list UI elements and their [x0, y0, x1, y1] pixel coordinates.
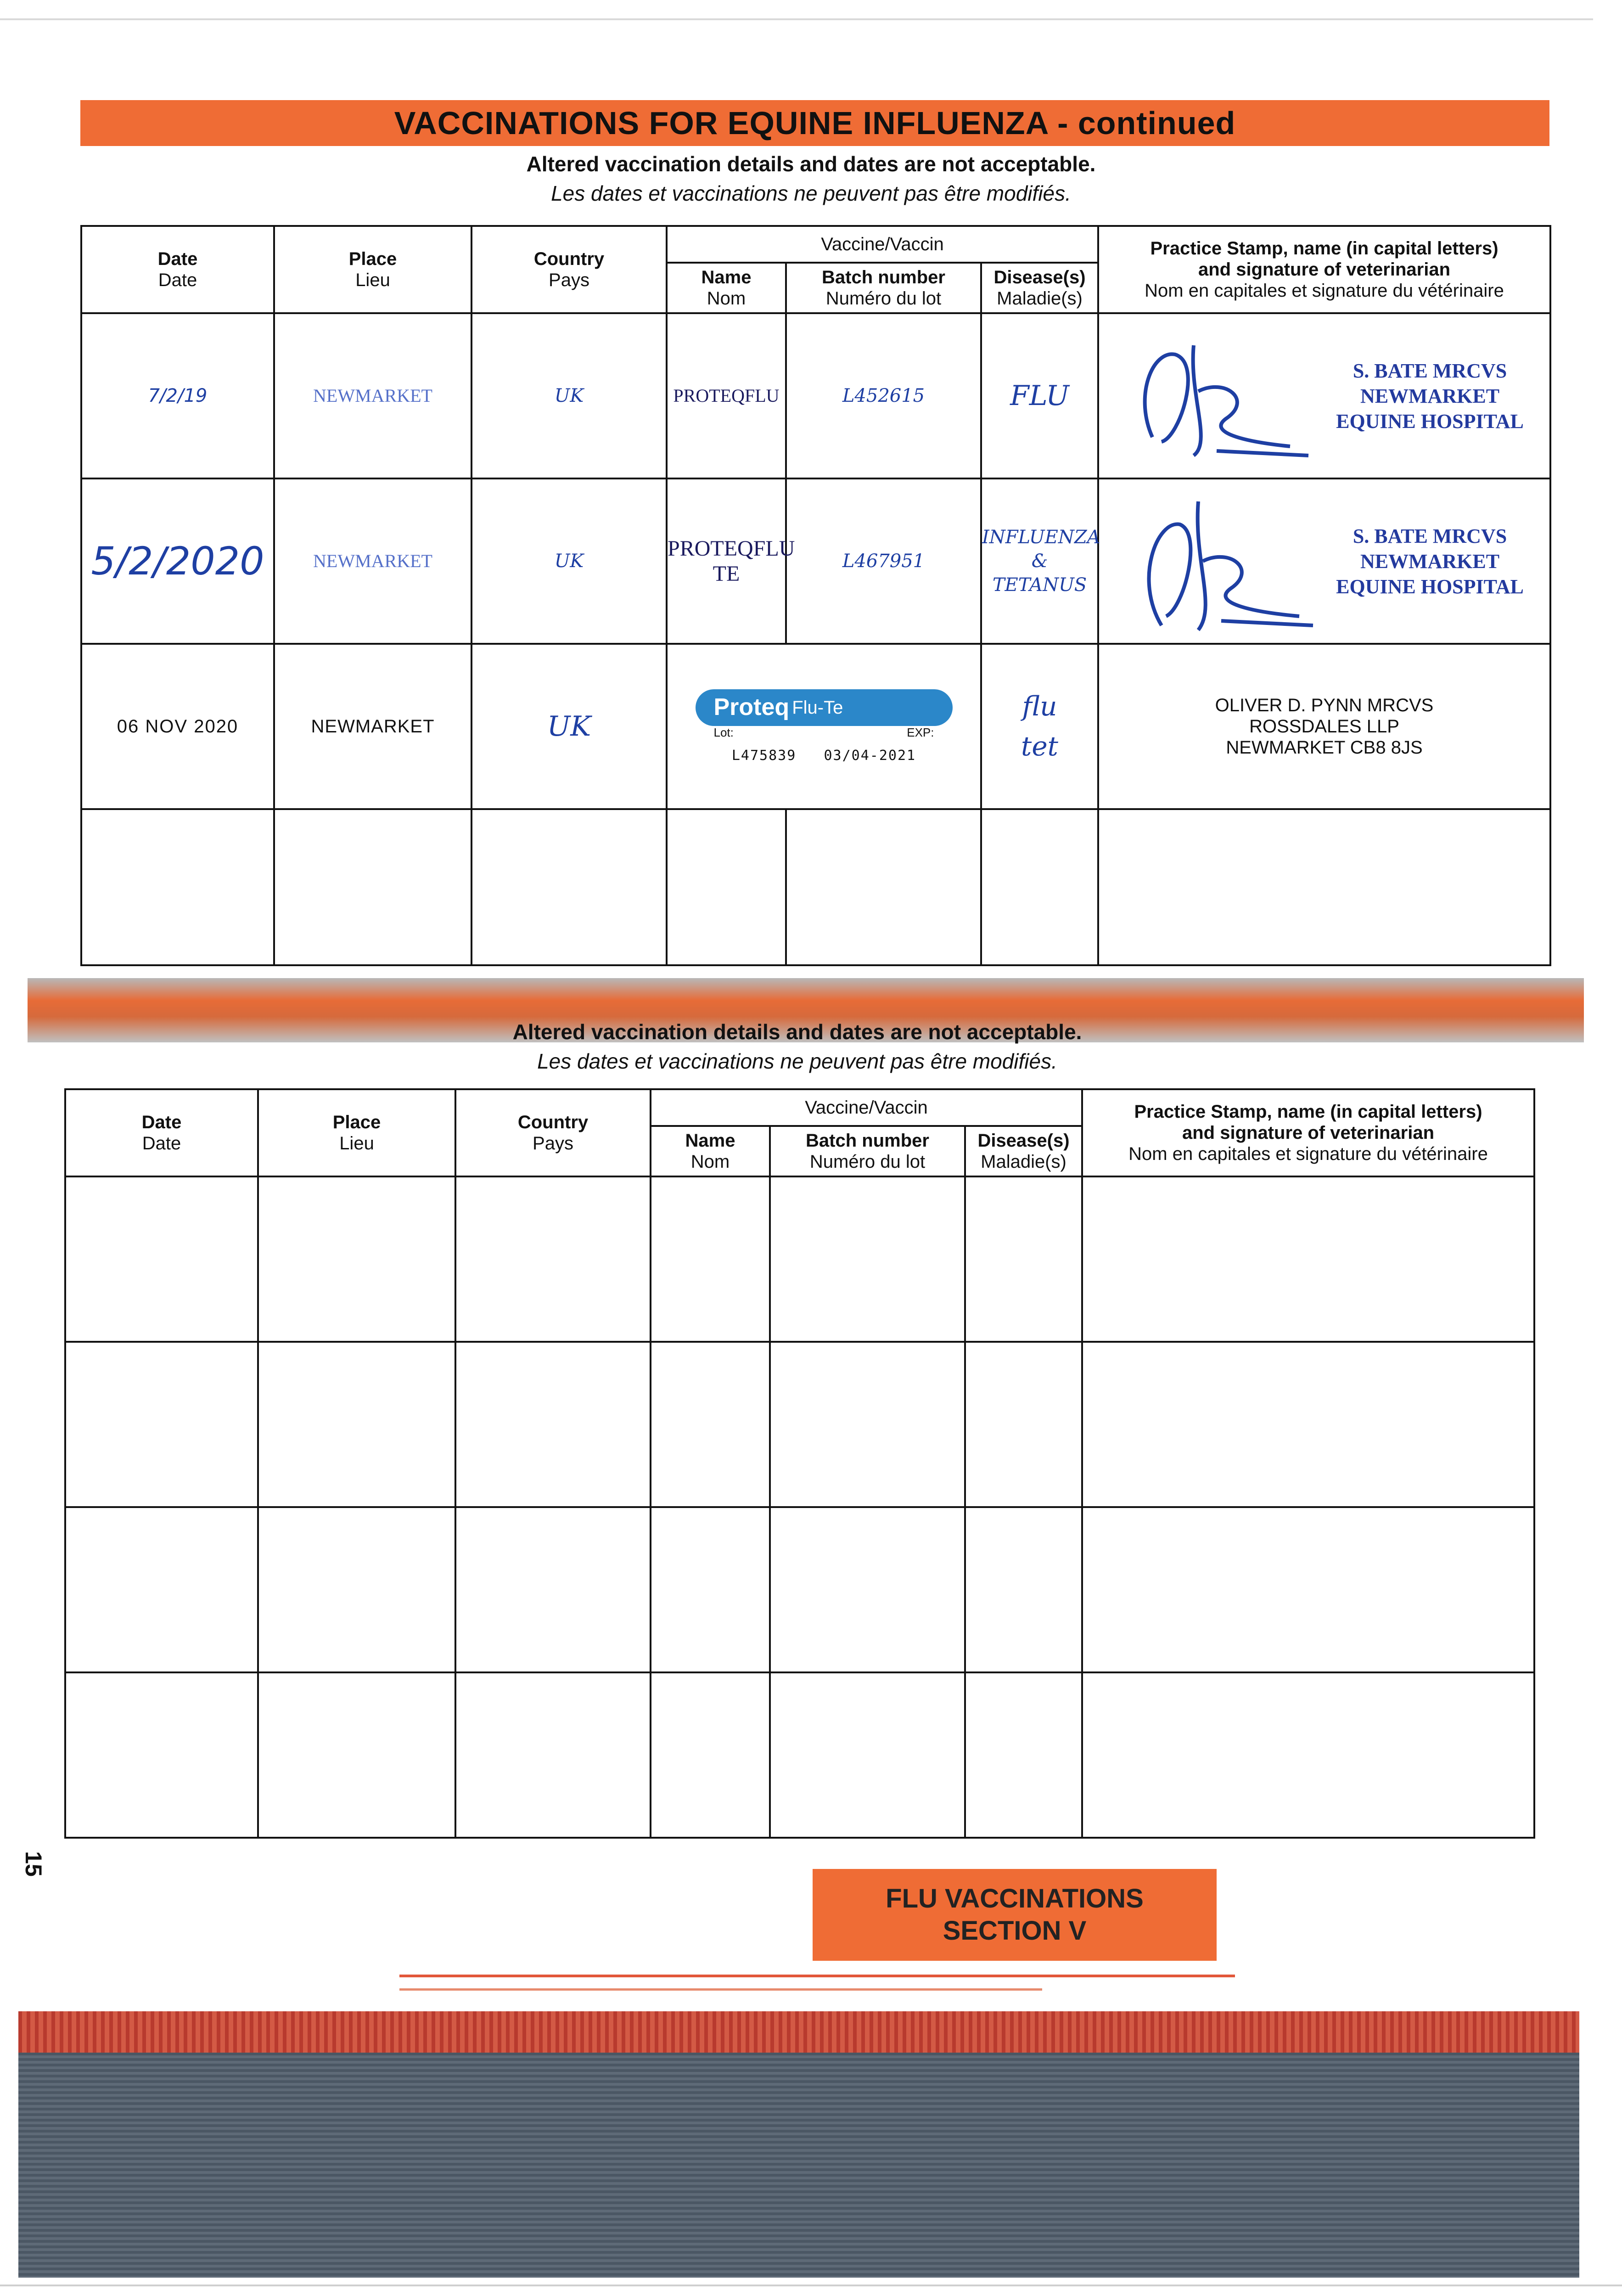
entry-place: NEWMARKET — [274, 478, 471, 644]
vaccination-table-top — [80, 225, 1551, 966]
scan-top-line — [0, 18, 1593, 20]
entry-batch: L467951 — [786, 478, 981, 644]
notice — [0, 1019, 1608, 1074]
signature-icon — [1125, 488, 1318, 635]
entry-disease: INFLUENZA & TETANUS — [981, 478, 1098, 644]
section-underline — [399, 1988, 1042, 1991]
header-stamp: Practice Stamp, name (in capital letters) and signature of veterinarian Nom en capitales et signature du vétérinaire — [1082, 1089, 1534, 1176]
header-vaccine: Vaccine/Vaccin — [667, 226, 1098, 263]
notice-en: Altered vaccination details and dates are not acceptable. — [512, 1020, 1082, 1044]
table-row — [81, 313, 1550, 478]
table-row — [81, 644, 1550, 809]
entry-disease: FLU — [981, 313, 1098, 478]
entry-country: UK — [471, 313, 667, 478]
header-vaccine: Vaccine/Vaccin — [651, 1089, 1082, 1126]
sticker-exp: 03/04-2021 — [824, 747, 916, 764]
entry-date: 5/2/2020 — [81, 478, 274, 644]
header-disease: Disease(s) Maladie(s) — [965, 1126, 1082, 1176]
table-row — [65, 1176, 1534, 1342]
sticker-brand: Proteq — [713, 693, 790, 720]
entry-vaccine-name: PROTEQFLU TE — [667, 478, 786, 644]
header-batch: Batch number Numéro du lot — [770, 1126, 965, 1176]
signature-icon — [1125, 327, 1318, 465]
header-date: Date Date — [65, 1089, 258, 1176]
page-number: 15 — [20, 1851, 46, 1877]
section-underline — [399, 1975, 1235, 1977]
entry-batch: L452615 — [786, 313, 981, 478]
table-row — [65, 1342, 1534, 1507]
stamp-text: S. BATE MRCVS NEWMARKET EQUINE HOSPITAL — [1336, 524, 1524, 598]
header-name: Name Nom — [651, 1126, 770, 1176]
entry-place: NEWMARKET — [274, 313, 471, 478]
decorative-band — [18, 2053, 1579, 2278]
header-country: Country Pays — [471, 226, 667, 313]
entry-disease: flu tet — [981, 644, 1098, 809]
vaccine-sticker — [667, 644, 981, 809]
stamp-text: S. BATE MRCVS NEWMARKET EQUINE HOSPITAL — [1336, 359, 1524, 433]
header-batch: Batch number Numéro du lot — [786, 263, 981, 313]
vaccination-table-bottom — [64, 1088, 1535, 1839]
table-row — [65, 1672, 1534, 1838]
table-row — [65, 1507, 1534, 1672]
header-stamp: Practice Stamp, name (in capital letters) and signature of veterinarian Nom en capitales et signature du vétérinaire — [1098, 226, 1550, 313]
notice-fr: Les dates et vaccinations ne peuvent pas être modifiés. — [537, 1049, 1057, 1073]
header-name: Name Nom — [667, 263, 786, 313]
header-disease: Disease(s) Maladie(s) — [981, 263, 1098, 313]
entry-place: NEWMARKET — [274, 644, 471, 809]
notice-en: Altered vaccination details and dates are not acceptable. — [526, 152, 1096, 176]
scan-bottom-line — [0, 2285, 1622, 2286]
header-place: Place Lieu — [274, 226, 471, 313]
sticker — [696, 689, 953, 764]
entry-country: UK — [471, 478, 667, 644]
sticker-exp-label: EXP: — [907, 725, 934, 739]
header-place: Place Lieu — [258, 1089, 455, 1176]
entry-date: 7/2/19 — [81, 313, 274, 478]
section-label-2: SECTION V — [943, 1916, 1087, 1946]
table-row — [81, 478, 1550, 644]
entry-stamp — [1098, 313, 1550, 478]
entry-stamp: OLIVER D. PYNN MRCVS ROSSDALES LLP NEWMARKET CB8 8JS — [1098, 644, 1550, 809]
table-row — [81, 809, 1550, 965]
header-country: Country Pays — [455, 1089, 651, 1176]
entry-date: 06 NOV 2020 — [81, 644, 274, 809]
sticker-lot-label: Lot: — [713, 725, 734, 739]
decorative-stripe — [18, 2011, 1579, 2053]
section-banner — [80, 100, 1549, 146]
section-tab — [813, 1869, 1217, 1961]
entry-vaccine-name: PROTEQFLU — [667, 313, 786, 478]
banner-title: VACCINATIONS FOR EQUINE INFLUENZA - continued — [394, 105, 1236, 141]
entry-country: UK — [471, 644, 667, 809]
section-label-1: FLU VACCINATIONS — [886, 1884, 1144, 1914]
sticker-product: Flu-Te — [792, 697, 843, 718]
sticker-lot: L475839 — [731, 747, 797, 764]
notice — [0, 152, 1622, 206]
notice-fr: Les dates et vaccinations ne peuvent pas être modifiés. — [551, 181, 1071, 205]
entry-stamp — [1098, 478, 1550, 644]
header-date: Date Date — [81, 226, 274, 313]
